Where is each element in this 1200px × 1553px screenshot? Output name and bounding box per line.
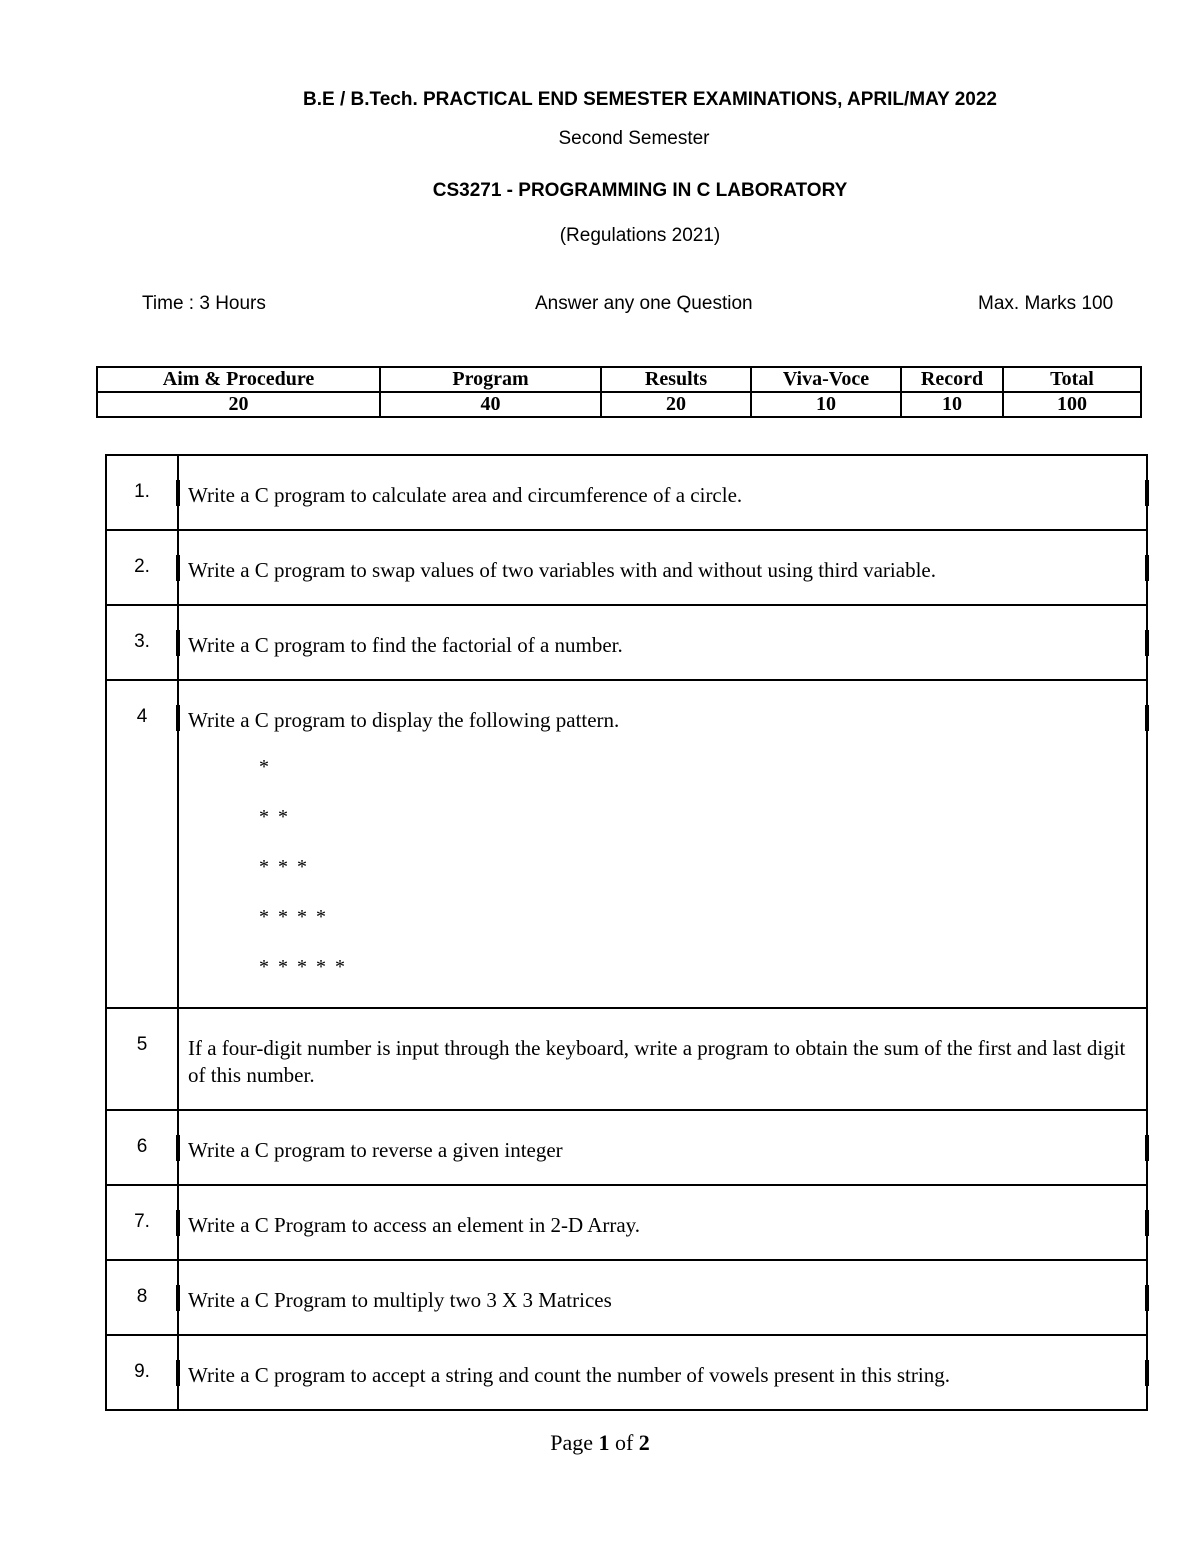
question-text: Write a C program to calculate area and circumference of a circle. — [178, 455, 1147, 530]
course-title: CS3271 - PROGRAMMING IN C LABORATORY — [432, 180, 848, 201]
current-page: 1 — [598, 1430, 610, 1455]
question-text: Write a C program to accept a string and count the number of vowels present in this string. — [178, 1335, 1147, 1410]
pattern-line: * * * * — [259, 906, 328, 928]
question-number: 7. — [106, 1185, 178, 1260]
pattern-line: * * — [259, 806, 290, 828]
question-row — [106, 1008, 1147, 1110]
question-number: 4 — [106, 680, 178, 1008]
exam-title: B.E / B.Tech. PRACTICAL END SEMESTER EXAMINATIONS, APRIL/MAY 2022 — [303, 89, 997, 110]
max-marks-label: Max. Marks 100 — [978, 293, 1114, 314]
marks-value-row — [97, 392, 1141, 417]
marks-header-cell: Aim & Procedure — [97, 367, 380, 392]
question-row — [106, 1335, 1147, 1410]
page-footer — [0, 1430, 1200, 1456]
question-row — [106, 1185, 1147, 1260]
question-number: 9. — [106, 1335, 178, 1410]
question-number: 3. — [106, 605, 178, 680]
marks-value-cell: 10 — [901, 392, 1003, 417]
pattern-line: * * * * * — [259, 956, 347, 978]
question-number: 8 — [106, 1260, 178, 1335]
question-row — [106, 680, 1147, 1008]
question-text: Write a C Program to multiply two 3 X 3 Matrices — [178, 1260, 1147, 1335]
question-text: Write a C Program to access an element in 2-D Array. — [178, 1185, 1147, 1260]
question-row — [106, 455, 1147, 530]
page-label: Page — [550, 1430, 593, 1455]
marks-header-cell: Program — [380, 367, 601, 392]
question-number: 2. — [106, 530, 178, 605]
marks-header-cell: Total — [1003, 367, 1141, 392]
question-number: 5 — [106, 1008, 178, 1110]
question-row — [106, 605, 1147, 680]
question-text: Write a C program to find the factorial of a number. — [178, 605, 1147, 680]
marks-value-cell: 100 — [1003, 392, 1141, 417]
question-number: 6 — [106, 1110, 178, 1185]
marks-header-row — [97, 367, 1141, 392]
marks-value-cell: 10 — [751, 392, 901, 417]
marks-value-cell: 20 — [601, 392, 751, 417]
semester-label: Second Semester — [558, 128, 710, 149]
question-row — [106, 1260, 1147, 1335]
question-row — [106, 530, 1147, 605]
marks-header-cell: Results — [601, 367, 751, 392]
question-text: Write a C program to reverse a given integer — [178, 1110, 1147, 1185]
total-pages: 2 — [638, 1430, 650, 1455]
questions-table — [105, 454, 1148, 1411]
question-text: Write a C program to swap values of two variables with and without using third variable. — [178, 530, 1147, 605]
marks-distribution-table — [96, 366, 1142, 418]
regulations-label: (Regulations 2021) — [559, 225, 721, 246]
question-text: If a four-digit number is input through the keyboard, write a program to obtain the sum of the first and last digit of this number. — [178, 1008, 1147, 1110]
marks-value-cell: 40 — [380, 392, 601, 417]
marks-value-cell: 20 — [97, 392, 380, 417]
pattern-line: * * * — [259, 856, 309, 878]
question-text: Write a C program to display the following pattern. * * * * * * * * * * * * * * * — [178, 680, 1147, 1008]
marks-header-cell: Record — [901, 367, 1003, 392]
marks-header-cell: Viva-Voce — [751, 367, 901, 392]
instruction-label: Answer any one Question — [535, 293, 753, 314]
question-row — [106, 1110, 1147, 1185]
time-label: Time : 3 Hours — [142, 293, 266, 314]
question-number: 1. — [106, 455, 178, 530]
pattern-line: * — [259, 756, 271, 778]
of-label: of — [614, 1430, 634, 1455]
star-pattern — [188, 756, 1138, 1006]
